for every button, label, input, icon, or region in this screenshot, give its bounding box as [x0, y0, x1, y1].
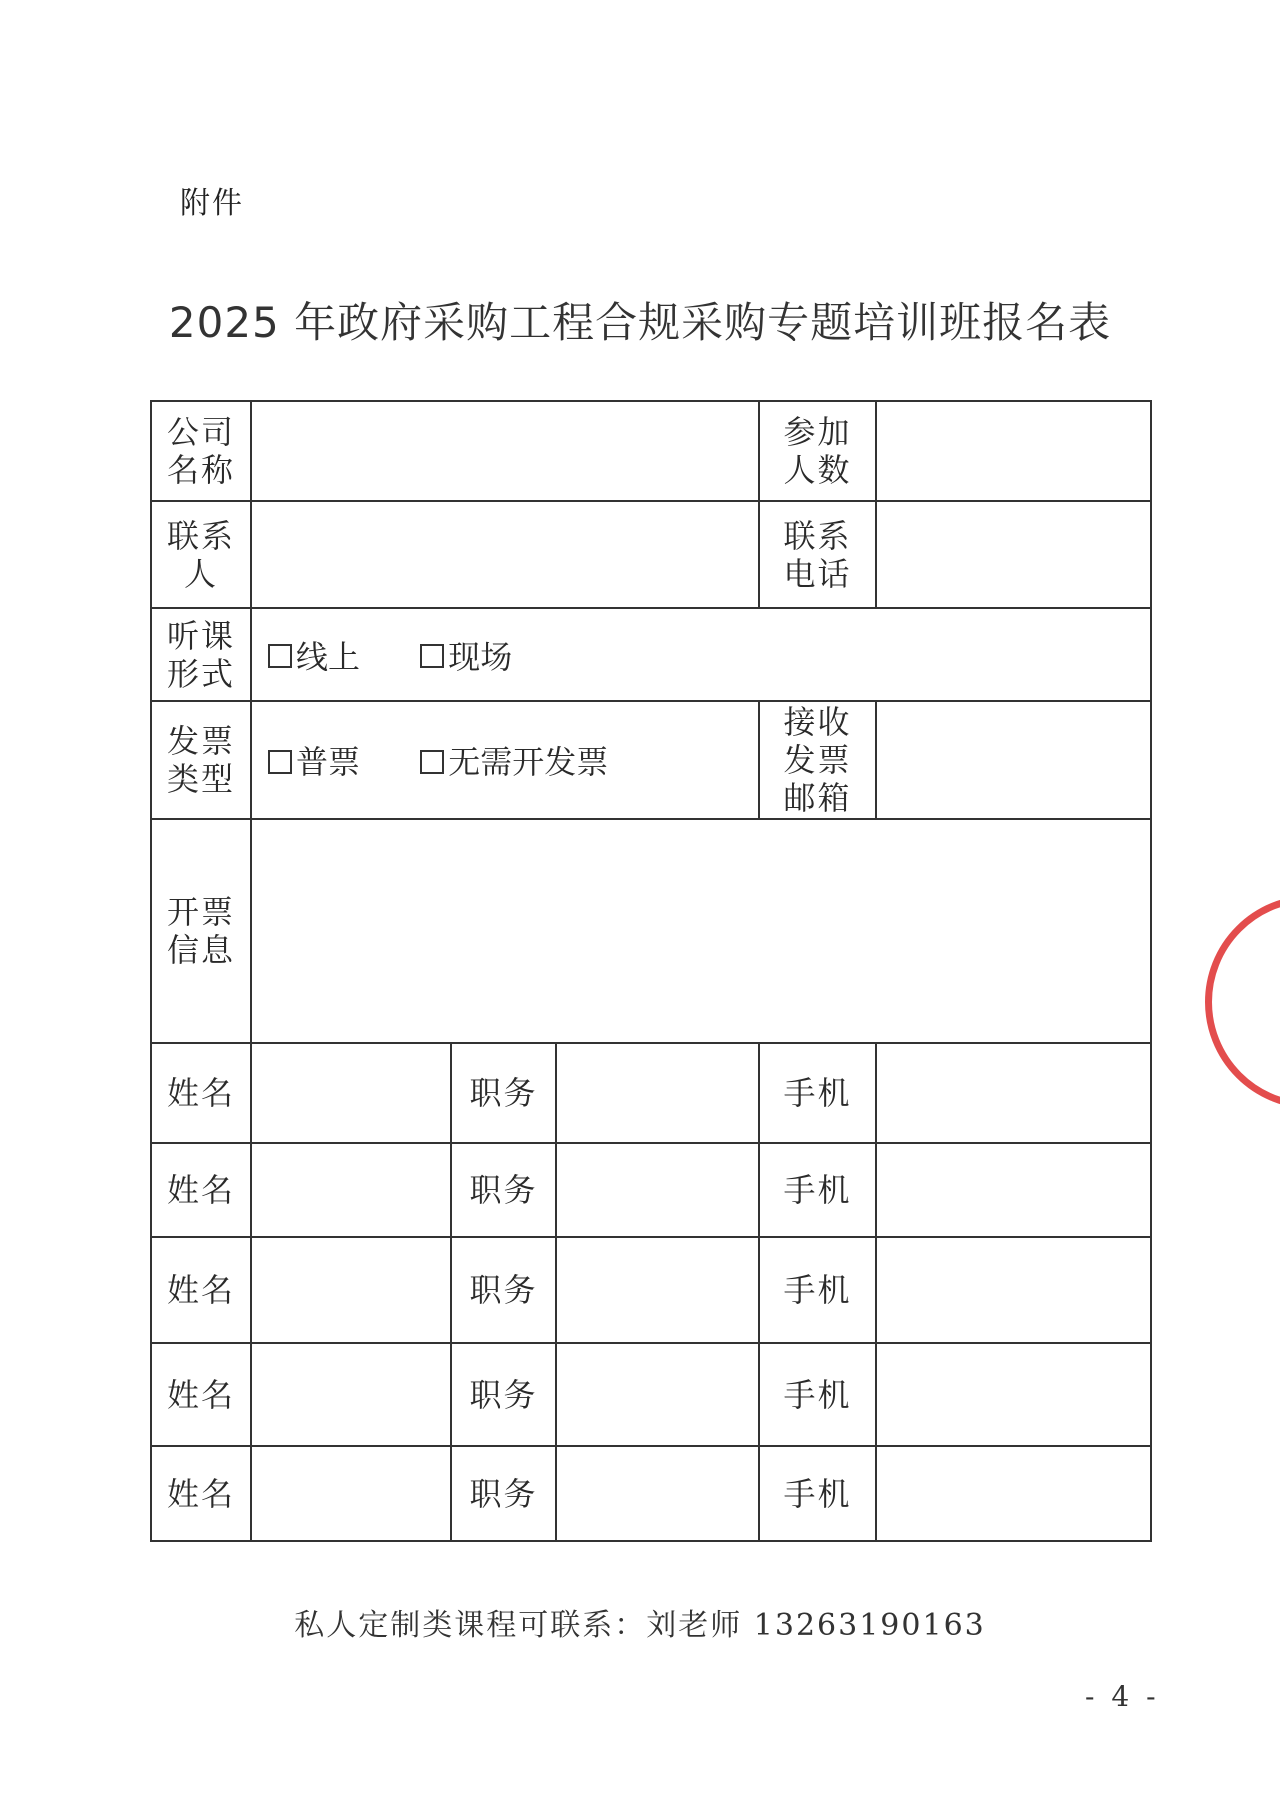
- attendee-row: [151, 1343, 1151, 1446]
- name-field[interactable]: [251, 1446, 451, 1541]
- invoice-type-label: 发票 类型: [151, 701, 251, 819]
- position-field[interactable]: [556, 1143, 759, 1237]
- mobile-label: 手机: [759, 1343, 876, 1446]
- custom-course-contact: 私人定制类课程可联系：刘老师 13263190163: [294, 1608, 986, 1643]
- attendee-row: [151, 1143, 1151, 1237]
- name-label: 姓名: [151, 1043, 251, 1143]
- name-label: 姓名: [151, 1237, 251, 1343]
- company-row: [151, 401, 1151, 501]
- invoice-info-label: 开票 信息: [151, 819, 251, 1043]
- attendee-row: [151, 1446, 1151, 1541]
- contact-phone-field[interactable]: [876, 501, 1151, 608]
- no-invoice-checkbox[interactable]: [420, 750, 444, 774]
- mobile-field[interactable]: [876, 1237, 1151, 1343]
- contact-person-label: 联系 人: [151, 501, 251, 608]
- participants-label: 参加 人数: [759, 401, 876, 501]
- invoice-info-row: [151, 819, 1151, 1043]
- contact-row: [151, 501, 1151, 608]
- form-title: 2025 年政府采购工程合规采购专题培训班报名表: [168, 298, 1112, 347]
- name-field[interactable]: [251, 1237, 451, 1343]
- attendee-row: [151, 1043, 1151, 1143]
- regular-invoice-checkbox[interactable]: [268, 750, 292, 774]
- mobile-field[interactable]: [876, 1343, 1151, 1446]
- registration-form-table: [150, 400, 1152, 1542]
- invoice-email-field[interactable]: [876, 701, 1151, 819]
- contact-person-field[interactable]: [251, 501, 759, 608]
- position-label: 职务: [451, 1237, 556, 1343]
- name-field[interactable]: [251, 1043, 451, 1143]
- position-label: 职务: [451, 1143, 556, 1237]
- attendance-onsite-option[interactable]: 现场: [420, 632, 512, 678]
- mobile-label: 手机: [759, 1043, 876, 1143]
- invoice-regular-option[interactable]: 普票: [268, 737, 360, 783]
- invoice-info-field[interactable]: [251, 819, 1151, 1043]
- onsite-checkbox[interactable]: [420, 644, 444, 668]
- online-checkbox[interactable]: [268, 644, 292, 668]
- position-field[interactable]: [556, 1446, 759, 1541]
- name-field[interactable]: [251, 1143, 451, 1237]
- contact-phone-label: 联系 电话: [759, 501, 876, 608]
- invoice-email-label: 接收 发票 邮箱: [759, 701, 876, 819]
- attendance-row: [151, 608, 1151, 701]
- position-field[interactable]: [556, 1343, 759, 1446]
- attendance-online-option[interactable]: 线上: [268, 632, 360, 678]
- invoice-none-option[interactable]: 无需开发票: [420, 737, 608, 783]
- attendance-options: [251, 608, 1151, 701]
- attendee-row: [151, 1237, 1151, 1343]
- participants-field[interactable]: [876, 401, 1151, 501]
- company-name-label: 公司 名称: [151, 401, 251, 501]
- page-number: - 4 -: [1085, 1680, 1160, 1713]
- name-label: 姓名: [151, 1446, 251, 1541]
- company-name-field[interactable]: [251, 401, 759, 501]
- position-label: 职务: [451, 1343, 556, 1446]
- mobile-label: 手机: [759, 1237, 876, 1343]
- attachment-label: 附件: [180, 186, 244, 221]
- position-field[interactable]: [556, 1043, 759, 1143]
- name-label: 姓名: [151, 1343, 251, 1446]
- mobile-label: 手机: [759, 1143, 876, 1237]
- position-label: 职务: [451, 1446, 556, 1541]
- mobile-label: 手机: [759, 1446, 876, 1541]
- name-field[interactable]: [251, 1343, 451, 1446]
- name-label: 姓名: [151, 1143, 251, 1237]
- mobile-field[interactable]: [876, 1446, 1151, 1541]
- attendance-mode-label: 听课 形式: [151, 608, 251, 701]
- mobile-field[interactable]: [876, 1043, 1151, 1143]
- position-label: 职务: [451, 1043, 556, 1143]
- invoice-options: [251, 701, 759, 819]
- mobile-field[interactable]: [876, 1143, 1151, 1237]
- invoice-row: [151, 701, 1151, 819]
- red-seal-stamp: [1205, 895, 1280, 1109]
- position-field[interactable]: [556, 1237, 759, 1343]
